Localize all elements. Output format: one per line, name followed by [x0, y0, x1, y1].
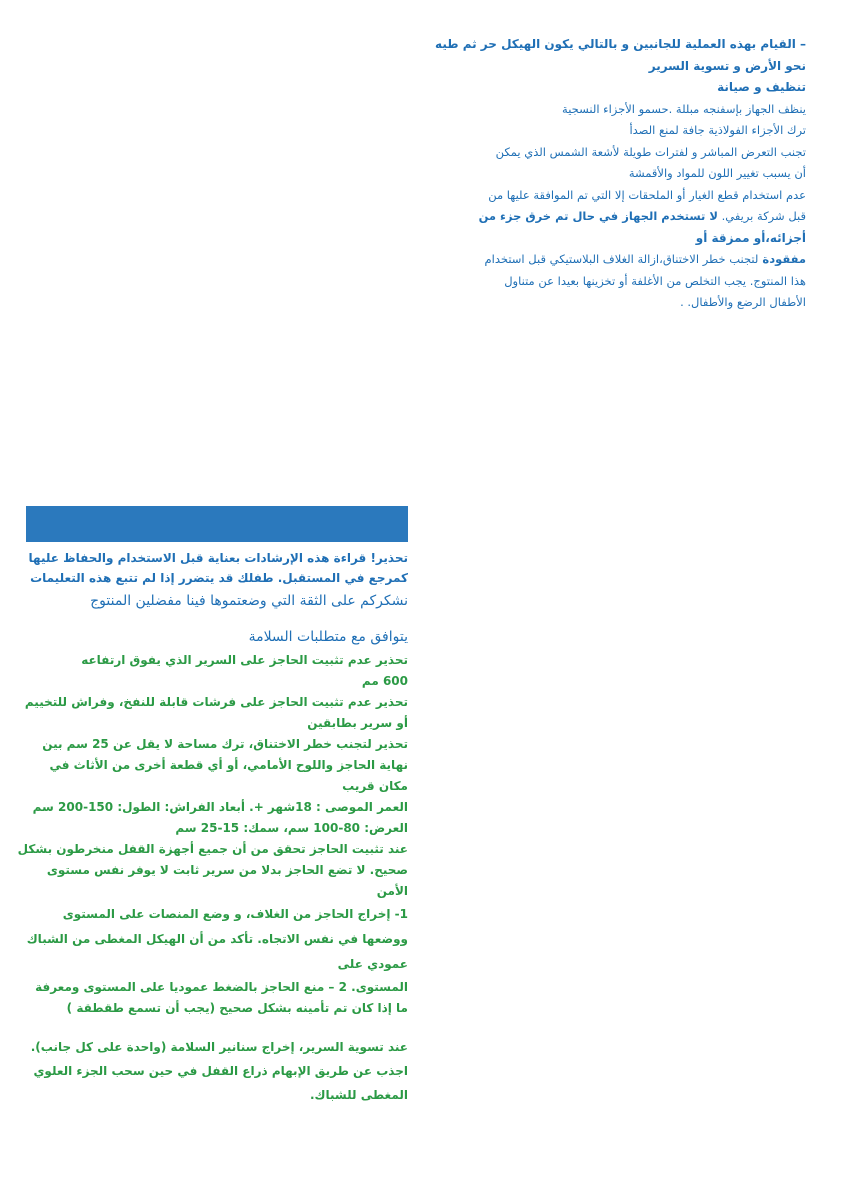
paragraph-line: ينظف الجهاز بإسفنجه مبللة .حسمو الأجزاء النسجية	[562, 101, 806, 116]
warnings-section	[17, 548, 408, 1107]
warning-line: تحذير عدم تثبيت الحاجز على فرشات قابلة للنفخ، وفراش للتخييم	[24, 695, 408, 709]
step-line: المستوى. 2 – منع الحاجز بالضغط عموديا على المستوى ومعرفة	[35, 980, 408, 994]
paragraph-line: عدم استخدام قطع الغيار أو الملحقات إلا التي تم الموافقة عليها من	[488, 187, 806, 202]
warning-line: نهاية الحاجز واللوح الأمامي، أو أي قطعة أخرى من الأثاث في	[49, 758, 408, 772]
step-line: اجذب عن طريق الإبهام ذراع القفل في حين سحب الجزء العلوي	[33, 1064, 408, 1078]
paragraph-line: أن يسبب تغيير اللون للمواد والأقمشة	[628, 166, 806, 180]
text-bold: لا تستخدم الجهاز في حال تم خرق جزء من	[478, 209, 718, 223]
paragraph-line: تجنب التعرض المباشر و لفترات طويلة لأشعة الشمس الذي يمكن	[495, 144, 806, 159]
spec-line: العرض: 80-100 سم، سمك: 15-25 سم	[175, 821, 408, 835]
warning-line: مكان قريب	[342, 779, 408, 793]
warning-line: 600 مم	[361, 674, 408, 688]
step-line: عمودي على	[337, 957, 408, 971]
text-bold: مفقودة	[758, 252, 806, 266]
text-normal: قبل شركة بريفي.	[717, 209, 806, 223]
intro-line: نشكركم على الثقة التي وضعتموها فينا مفضلين المنتوج	[90, 593, 408, 609]
step-line: عند تسوية السرير، إخراج سنانير السلامة (واحدة على كل جانب).	[30, 1040, 408, 1054]
paragraph-line: ترك الأجزاء الفولاذية جافة لمنع الصدأ	[629, 123, 806, 137]
paragraph-line: أجزائه،أو ممزقة أو	[695, 230, 806, 245]
warning-line: كمرجع في المستقبل. طفلك قد يتضرر إذا لم تتبع هذه التعليمات	[30, 571, 408, 585]
text-normal: لتجنب خطر الاختناق،ازالة الغلاف البلاستيكي قبل استخدام	[484, 252, 759, 266]
section-heading: تنظيف و صيانة	[717, 80, 806, 94]
section-header-bar	[26, 506, 408, 542]
warning-line: أو سرير بطابقين	[307, 716, 408, 730]
warning-line: تحذير! قراءة هذه الإرشادات بعناية قبل الاستخدام والحفاظ عليها	[28, 551, 408, 565]
instruction-line: عند تثبيت الحاجز تحقق من أن جميع أجهزة القفل منخرطون بشكل	[17, 842, 408, 856]
step-line: 1- إخراج الحاجز من الغلاف، و وضع المنصات على المستوى	[62, 907, 408, 921]
warning-line: تحذير عدم تثبيت الحاجز على السرير الذي يفوق ارتفاعه	[81, 653, 408, 667]
step-line: المغطى للشباك.	[309, 1088, 408, 1102]
paragraph-line	[434, 249, 806, 271]
paragraph-line: الأطفال الرضع والأطفال. .	[680, 295, 806, 309]
paragraph-line: – القيام بهذه العملية للجانبين و بالتالي يكون الهيكل حر ثم طيه	[435, 37, 806, 51]
paragraph-line: نحو الأرض و تسوية السرير	[648, 58, 806, 73]
cleaning-maintenance-section	[434, 34, 806, 314]
instruction-line: الأمن	[376, 884, 408, 898]
warning-line: تحذير لتجنب خطر الاختناق، ترك مساحة لا يقل عن 25 سم بين	[42, 737, 408, 751]
step-line: ووضعها في نفس الاتجاه. تأكد من أن الهيكل المغطى من الشباك	[26, 932, 408, 946]
instruction-line: صحيح. لا تضع الحاجز بدلا من سرير ثابت لا يوفر نفس مستوى	[46, 863, 408, 877]
step-line: ما إذا كان تم تأمينه بشكل صحيح (يجب أن تسمع طقطقة )	[66, 1001, 408, 1015]
spec-line: العمر الموصى : 18شهر +. أبعاد الفراش: الطول: 150-200 سم	[32, 800, 408, 814]
paragraph-line	[434, 206, 806, 228]
paragraph-line: هذا المنتوج. يجب التخلص من الأغلفة أو تخزينها بعيدا عن متناول	[504, 273, 806, 288]
intro-line: يتوافق مع متطلبات السلامة	[248, 629, 408, 645]
